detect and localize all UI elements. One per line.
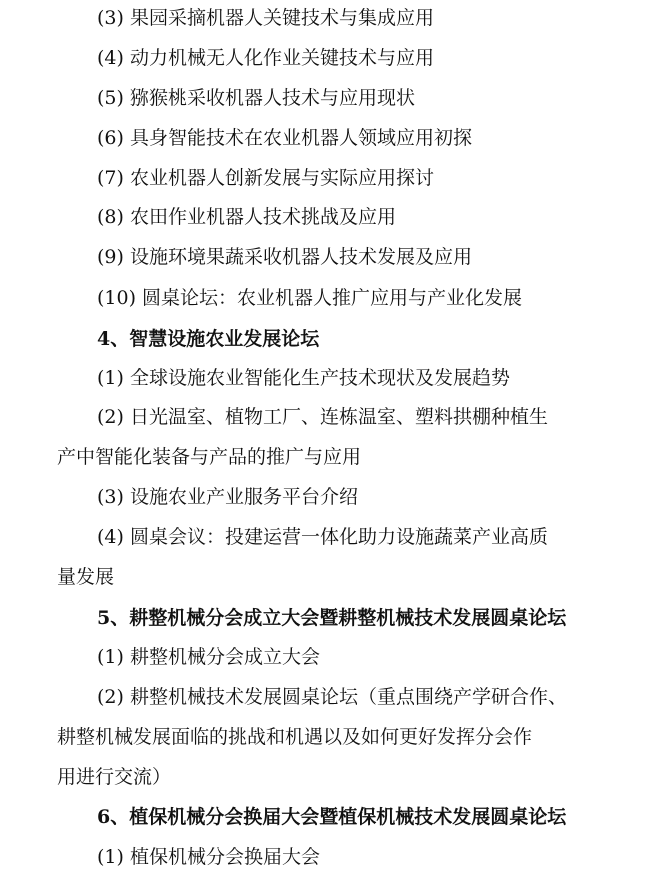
list-item: (1) 全球设施农业智能化生产技术现状及发展趋势 — [97, 367, 510, 389]
list-item: (7) 农业机器人创新发展与实际应用探讨 — [97, 167, 434, 189]
list-item: (1) 植保机械分会换届大会 — [97, 846, 320, 868]
list-item: (2) 耕整机械技术发展圆桌论坛（重点围绕产学研合作、 — [97, 686, 567, 708]
list-item: (10) 圆桌论坛：农业机器人推广应用与产业化发展 — [97, 287, 523, 309]
section-heading: 5、耕整机械分会成立大会暨耕整机械技术发展圆桌论坛 — [97, 607, 567, 629]
list-item: (4) 圆桌会议：投建运营一体化助力设施蔬菜产业高质 — [97, 526, 548, 548]
list-item: (8) 农田作业机器人技术挑战及应用 — [97, 206, 396, 228]
list-item-continuation: 产中智能化装备与产品的推广与应用 — [57, 446, 362, 468]
section-heading: 6、植保机械分会换届大会暨植保机械技术发展圆桌论坛 — [97, 806, 567, 828]
list-item: (6) 具身智能技术在农业机器人领域应用初探 — [97, 127, 472, 149]
list-item: (9) 设施环境果蔬采收机器人技术发展及应用 — [97, 246, 472, 268]
list-item: (5) 猕猴桃采收机器人技术与应用现状 — [97, 87, 415, 109]
list-item-continuation: 用进行交流） — [57, 766, 172, 788]
list-item: (4) 动力机械无人化作业关键技术与应用 — [97, 47, 434, 69]
list-item: (3) 果园采摘机器人关键技术与集成应用 — [97, 7, 434, 29]
list-item: (3) 设施农业产业服务平台介绍 — [97, 486, 358, 508]
list-item-continuation: 量发展 — [57, 566, 115, 588]
section-heading: 4、智慧设施农业发展论坛 — [97, 328, 320, 350]
list-item-continuation: 耕整机械发展面临的挑战和机遇以及如何更好发挥分会作 — [57, 726, 533, 748]
list-item: (1) 耕整机械分会成立大会 — [97, 646, 320, 668]
list-item: (2) 日光温室、植物工厂、连栋温室、塑料拱棚种植生 — [97, 406, 548, 428]
